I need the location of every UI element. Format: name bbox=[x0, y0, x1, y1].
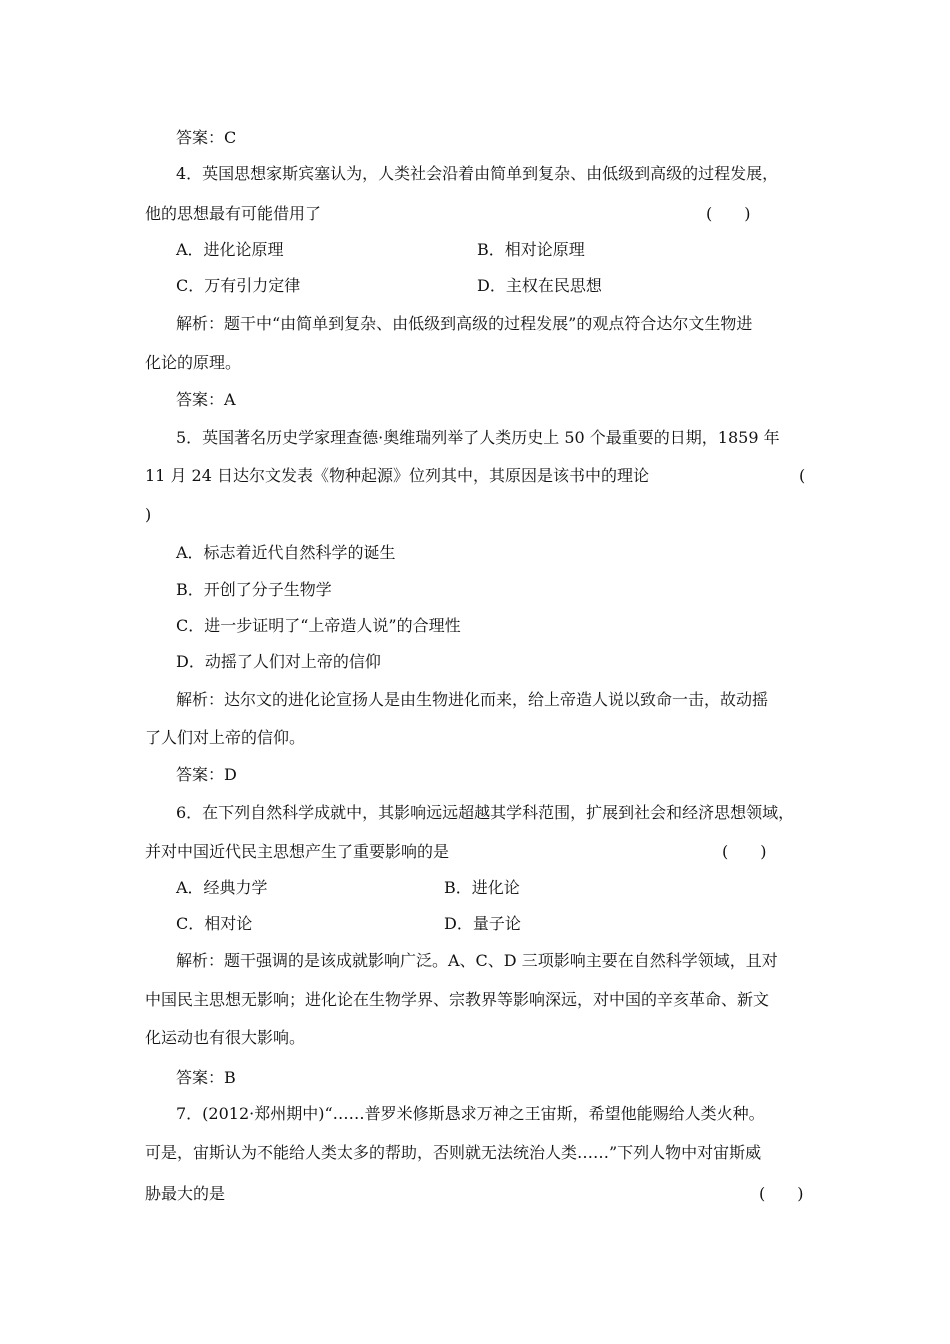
q7-stem-line2: 可是，宙斯认为不能给人类太多的帮助，否则就无法统治人类……”下列人物中对宙斯威 bbox=[145, 1143, 762, 1162]
q5-analysis-line2: 了人们对上帝的信仰。 bbox=[145, 728, 306, 747]
q4-analysis-line2: 化论的原理。 bbox=[145, 353, 242, 372]
q4-option-c: C．万有引力定律 bbox=[176, 276, 301, 295]
q5-bracket-open: ( bbox=[799, 466, 806, 485]
q5-option-d: D．动摇了人们对上帝的信仰 bbox=[176, 652, 381, 671]
q6-stem-line1: 6．在下列自然科学成就中，其影响远远超越其学科范围，扩展到社会和经济思想领域， bbox=[176, 803, 795, 822]
q6-analysis-line2: 中国民主思想无影响；进化论在生物学界、宗教界等影响深远，对中国的辛亥革命、新文 bbox=[145, 990, 770, 1009]
q4-answer: 答案：A bbox=[176, 390, 236, 409]
q5-analysis-line1: 解析：达尔文的进化论宣扬人是由生物进化而来，给上帝造人说以致命一击，故动摇 bbox=[176, 690, 769, 709]
q5-stem-line1: 5．英国著名历史学家理查德·奥维瑞列举了人类历史上 50 个最重要的日期，1859 年 bbox=[176, 428, 780, 447]
q5-option-b: B．开创了分子生物学 bbox=[176, 580, 332, 599]
q7-stem-line1: 7．(2012·郑州期中)“……普罗米修斯恳求万神之王宙斯，希望他能赐给人类火种。 bbox=[176, 1104, 765, 1123]
q5-bracket-close: ) bbox=[145, 505, 152, 524]
q5-option-c: C．进一步证明了“上帝造人说”的合理性 bbox=[176, 616, 461, 635]
q5-stem-line2: 11 月 24 日达尔文发表《物种起源》位列其中，其原因是该书中的理论 bbox=[145, 466, 649, 485]
q6-stem-line2: 并对中国近代民主思想产生了重要影响的是 bbox=[145, 842, 450, 861]
q6-answer-bracket: ( ) bbox=[722, 842, 767, 861]
q6-analysis-line3: 化运动也有很大影响。 bbox=[145, 1028, 306, 1047]
q4-stem-line1: 4．英国思想家斯宾塞认为，人类社会沿着由简单到复杂、由低级到高级的过程发展， bbox=[176, 164, 779, 183]
q4-analysis-line1: 解析：题干中“由简单到复杂、由低级到高级的过程发展”的观点符合达尔文生物进 bbox=[176, 314, 753, 333]
q6-option-a: A．经典力学 bbox=[176, 878, 268, 897]
q4-option-a: A．进化论原理 bbox=[176, 240, 284, 259]
q6-analysis-line1: 解析：题干强调的是该成就影响广泛。A、C、D 三项影响主要在自然科学领域，且对 bbox=[176, 951, 778, 970]
q6-answer: 答案：B bbox=[176, 1068, 236, 1087]
q7-stem-line3: 胁最大的是 bbox=[145, 1184, 226, 1203]
q5-answer: 答案：D bbox=[176, 765, 237, 784]
q4-option-d: D．主权在民思想 bbox=[477, 276, 602, 295]
q4-stem-line2: 他的思想最有可能借用了 bbox=[145, 204, 322, 223]
q4-option-b: B．相对论原理 bbox=[477, 240, 585, 259]
q6-option-b: B．进化论 bbox=[444, 878, 520, 897]
q6-option-c: C．相对论 bbox=[176, 914, 253, 933]
q6-option-d: D．量子论 bbox=[444, 914, 521, 933]
q3-answer: 答案：C bbox=[176, 128, 237, 147]
q5-option-a: A．标志着近代自然科学的诞生 bbox=[176, 543, 396, 562]
q7-answer-bracket: ( ) bbox=[759, 1184, 804, 1203]
q4-answer-bracket: ( ) bbox=[706, 204, 751, 223]
